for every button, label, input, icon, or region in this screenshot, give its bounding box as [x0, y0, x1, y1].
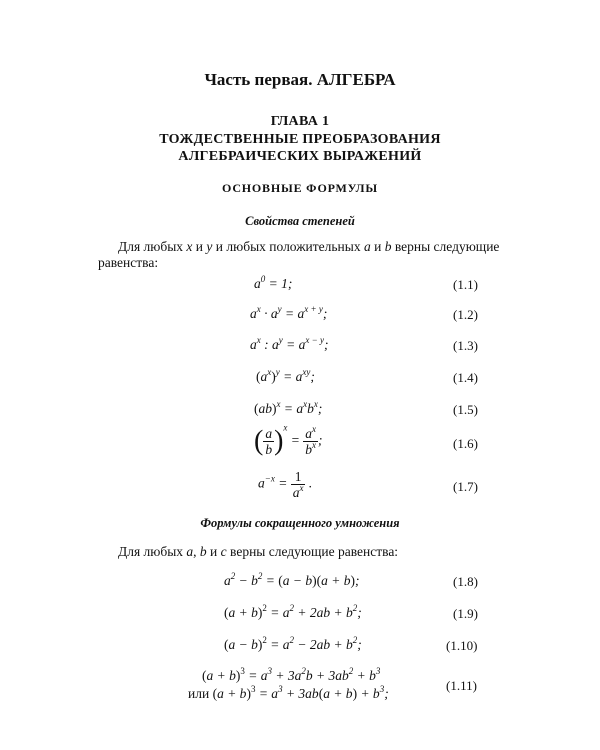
- chapter-title-line-1: ТОЖДЕСТВЕННЫЕ ПРЕОБРАЗОВАНИЯ: [159, 132, 441, 147]
- intro-text: и: [195, 239, 204, 254]
- formula-1-10: $(a - b)^2 = a^2 - 2ab + b^2$;: [224, 635, 362, 652]
- subsection-title-powers: Свойства степеней: [245, 214, 355, 228]
- section-heading: ОСНОВНЫЕ ФОРМУЛЫ: [222, 181, 378, 195]
- intro-paragraph-powers: [118, 239, 499, 255]
- intro-text: Для любых: [118, 239, 184, 254]
- formula-number: (1.4): [453, 370, 478, 385]
- formula-number: (1.10): [446, 638, 478, 653]
- formula-1-3: $a^x$ : $a^y = a^{x - y}$;: [250, 335, 329, 352]
- formula-number: (1.8): [453, 574, 478, 589]
- intro-text: верны следующие равенства:: [230, 544, 399, 559]
- part-title: Часть первая. АЛГЕБРА: [204, 70, 396, 89]
- intro-paragraph-multiplication: [118, 544, 398, 560]
- formula-1-11-line-1: $(a + b)^3 = a^3 + 3a^2b + 3ab^2 + b^3$: [202, 666, 381, 683]
- chapter-title-line-2: АЛГЕБРАИЧЕСКИХ ВЫРАЖЕНИЙ: [178, 149, 422, 164]
- intro-text: верны следующие: [394, 239, 500, 254]
- formula-number: (1.5): [453, 402, 478, 417]
- formula-number: (1.3): [453, 338, 478, 353]
- formula-1-9: $(a + b)^2 = a^2 + 2ab + b^2$;: [224, 603, 362, 620]
- var-a: a: [186, 544, 194, 559]
- formula-1-4: $(a^x)^y = a^{xy}$;: [256, 367, 315, 384]
- formula-number: (1.1): [453, 277, 478, 292]
- formula-1-6: ( $\frac{a}{b}$ )$^x$ = $\frac{a^x}{b^x}$ ;: [254, 422, 323, 457]
- intro-text: и: [374, 239, 382, 254]
- formula-number: (1.6): [453, 436, 478, 451]
- formula-number: (1.9): [453, 606, 478, 621]
- formula-1-5: $(ab)^x = a^xb^x$;: [254, 399, 323, 416]
- formula-number: (1.7): [453, 479, 478, 494]
- subsection-title-multiplication: Формулы сокращенного умножения: [200, 516, 400, 530]
- chapter-number: ГЛАВА 1: [270, 114, 330, 129]
- var-b: b: [199, 544, 207, 559]
- intro-text: и любых положительных: [215, 239, 361, 254]
- formula-1-2: $a^x \cdot a^y = a^{x + y}$;: [250, 304, 328, 321]
- formula-1-1: $a^0 = 1$;: [254, 274, 293, 291]
- or-word: или: [188, 686, 210, 701]
- var-c: c: [220, 544, 227, 559]
- comma: ,: [193, 544, 197, 559]
- intro-paragraph-powers-line-2: равенства:: [98, 255, 159, 270]
- var-a: a: [363, 239, 371, 254]
- formula-number: (1.11): [446, 678, 477, 693]
- formula-1-7: $a^{-x}$ = $\frac{1}{a^x}$ .: [258, 469, 313, 500]
- intro-text: Для любых: [118, 544, 184, 559]
- var-x: x: [186, 239, 193, 254]
- var-b: b: [384, 239, 392, 254]
- formula-1-8: $a^2 - b^2 = (a - b)(a + b)$;: [224, 571, 360, 588]
- var-y: y: [206, 239, 213, 254]
- formula-number: (1.2): [453, 307, 478, 322]
- intro-text: и: [210, 544, 218, 559]
- formula-1-11-line-2: или $(a + b)^3 = a^3 + 3ab(a + b) + b^3$;: [188, 684, 389, 701]
